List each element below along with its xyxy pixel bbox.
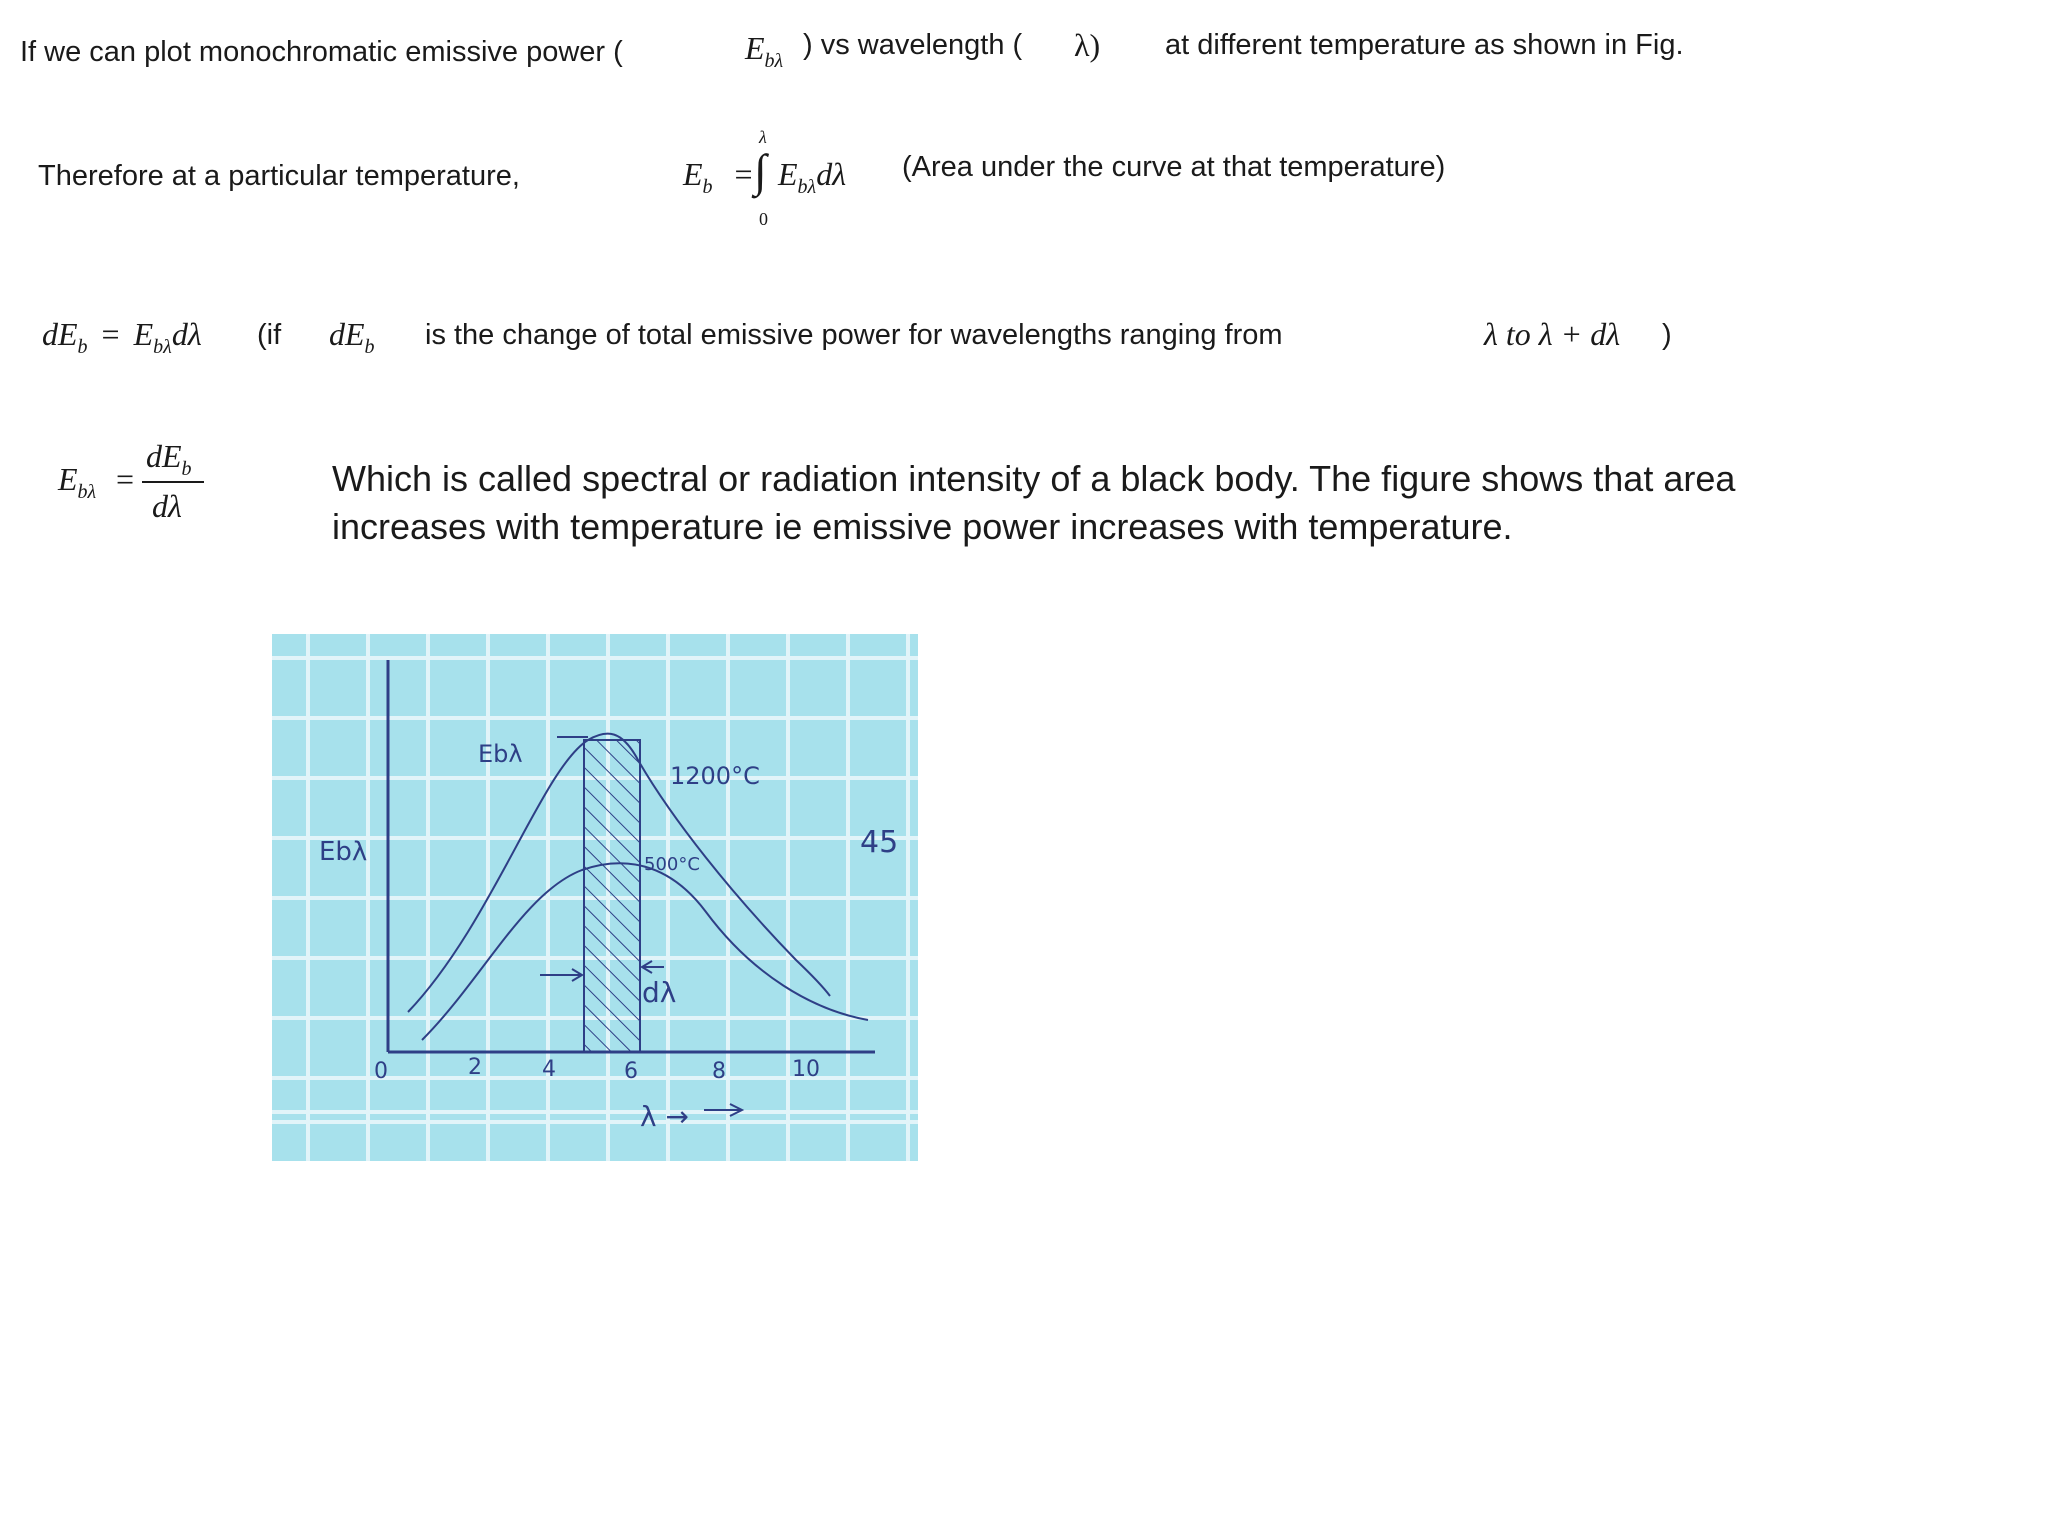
eq-eb (683, 158, 753, 197)
intro-text-end: at different temperature as shown in Fig. (1165, 29, 1684, 61)
eq-equals: = (734, 156, 753, 192)
tick-2: 2 (468, 1055, 482, 1080)
vs-text: ) vs wavelength ( (803, 29, 1023, 61)
tick-0: 0 (374, 1059, 388, 1084)
dlambda-label: dλ (642, 976, 677, 1009)
deb-rhs-sub: bλ (153, 336, 172, 358)
ebl-lhs (58, 463, 96, 502)
y-axis-label: Ebλ (319, 837, 368, 867)
spectral-intensity-text (332, 455, 1872, 551)
integrand (778, 158, 846, 197)
shaded-strip (584, 740, 640, 1052)
range-expression: λ to λ + dλ (1484, 316, 1621, 352)
deb-equals: = (101, 316, 120, 352)
spectral-text-line-1: Which is called spectral or radiation intensity of a black body. The figure shows that area (332, 458, 1736, 499)
deb-rhs-e: E (133, 316, 154, 352)
if-text: (if (257, 319, 282, 351)
integrand-sub: bλ (797, 176, 817, 198)
fraction-numerator (146, 440, 192, 479)
integral-lower-limit: 0 (759, 209, 768, 229)
peak-label: Ebλ (478, 740, 523, 768)
tick-10: 10 (792, 1057, 820, 1082)
fraction-bar (142, 481, 204, 483)
label-1200c: 1200°C (670, 762, 760, 790)
numerator-letters: dE (146, 438, 182, 474)
ebl-lhs-sub: bλ (77, 481, 97, 503)
symbol-e: E (745, 30, 765, 66)
integral-sign: ∫ (754, 145, 767, 196)
area-note: (Area under the curve at that temperature) (902, 151, 1446, 183)
spectral-text-line-2: increases with temperature ie emissive power increases with temperature. (332, 506, 1513, 547)
deb-rhs-dl: dλ (171, 316, 202, 352)
symbol-sub: bλ (764, 50, 784, 72)
symbol-lambda: λ) (1074, 27, 1101, 63)
tick-8: 8 (712, 1059, 726, 1084)
eq-eb-sub: b (702, 176, 713, 198)
ebl-equals: = (116, 461, 135, 497)
deb-sub: b (77, 336, 88, 358)
emissive-power-figure (272, 634, 918, 1161)
ebl-lhs-e: E (58, 461, 78, 497)
therefore-text: Therefore at a particular temperature, (38, 160, 520, 192)
x-axis-label: λ → (640, 1100, 689, 1133)
numerator-sub: b (181, 458, 192, 480)
fraction-denominator: dλ (152, 488, 182, 524)
integrand-e: E (778, 156, 798, 192)
symbol-ebl (745, 32, 783, 71)
tick-6: 6 (624, 1059, 638, 1084)
eq-deb (42, 318, 202, 357)
eq-eb-letter: E (683, 156, 703, 192)
change-text: is the change of total emissive power for wavelengths ranging from (425, 319, 1283, 351)
figure-canvas (272, 634, 918, 1161)
deb-inline-sub: b (364, 336, 375, 358)
integral-upper-limit: λ (759, 127, 767, 147)
deb-inline-letters: dE (329, 316, 365, 352)
tick-4: 4 (542, 1057, 556, 1082)
side-mark: 45 (860, 825, 899, 860)
range-close: ) (1662, 319, 1672, 351)
integrand-dl: dλ (816, 156, 847, 192)
deb-letters: dE (42, 316, 78, 352)
label-500c: 500°C (644, 854, 700, 875)
intro-text: If we can plot monochromatic emissive power ( (20, 36, 623, 68)
deb-inline (329, 318, 375, 357)
